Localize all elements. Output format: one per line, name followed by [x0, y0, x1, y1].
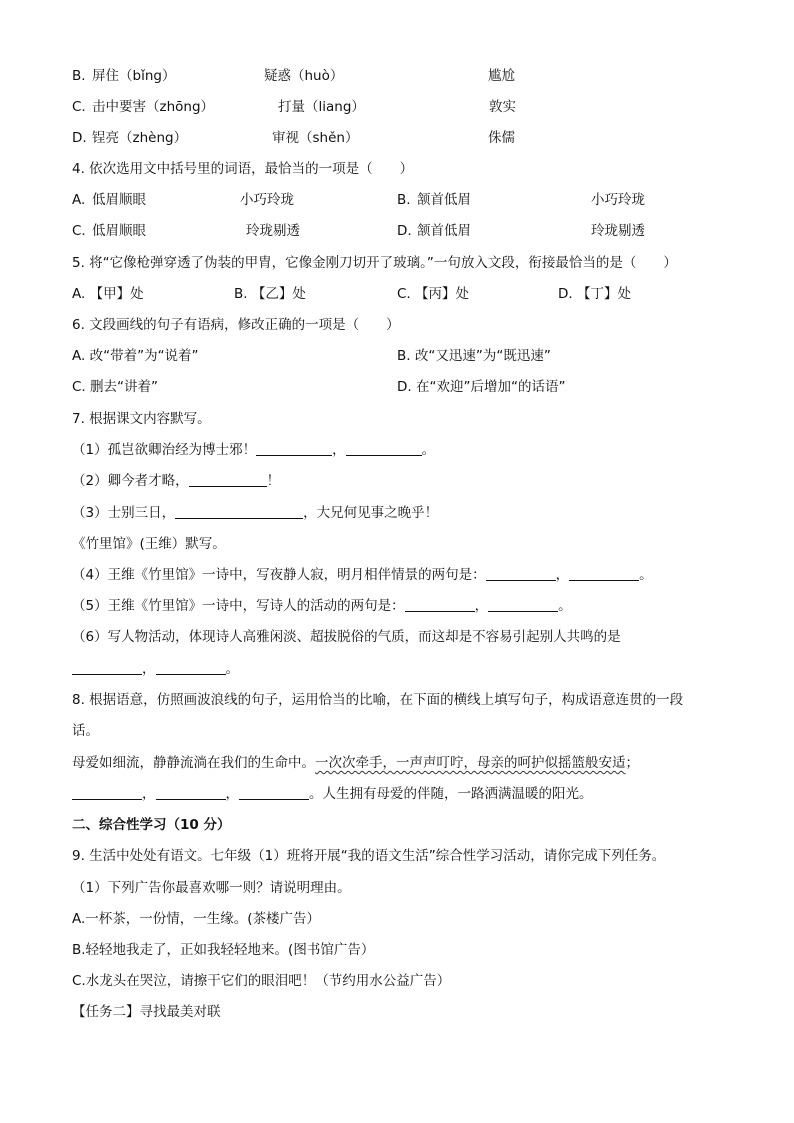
option-item-3: 尴尬	[488, 68, 515, 84]
separator: ，	[555, 567, 570, 583]
q9-subquestion-1: （1）下列广告你最喜欢哪一则？请说明理由。	[72, 880, 351, 896]
wavy-underlined-sentence: 一次次牵手，一声声叮咛，母亲的呵护似摇篮般安适	[315, 755, 626, 771]
option-c: C. 【丙】处	[397, 286, 470, 302]
option-label: C.	[72, 223, 86, 239]
item-text: （4）王维《竹里馆》一诗中，写夜静人寂，明月相伴情景的两句是：	[72, 567, 486, 583]
q8-stem-line1: 8. 根据语意，仿照画波浪线的句子，运用恰当的比喻，在下面的横线上填写句子，构成语意连贯的一段	[72, 692, 684, 708]
end-mark: 。	[639, 567, 653, 583]
item-text-end: ，大兄何见事之晚乎！	[303, 505, 439, 521]
option-item-3: 敦实	[489, 99, 516, 115]
option-item-2: 打量（liang）	[278, 99, 365, 115]
option-label: D.	[397, 223, 412, 239]
option-d: D. 【丁】处	[558, 286, 631, 302]
option-c: C. 删去“讲着”	[72, 379, 158, 395]
answer-blank[interactable]	[156, 660, 226, 675]
q7-item-5	[72, 596, 572, 616]
answer-blank[interactable]	[488, 597, 558, 612]
end-mark: ；	[625, 755, 639, 771]
q9-option-b: B.轻轻地我走了，正如我轻轻地来。(图书馆广告）	[72, 942, 375, 958]
option-word-1: 低眉顺眼	[92, 192, 146, 208]
option-a: A. 改“带着”为“说着”	[72, 348, 199, 364]
option-word-1: 颔首低眉	[417, 192, 471, 208]
q7-item-2	[72, 471, 280, 491]
option-b: B. 【乙】处	[234, 286, 306, 302]
q7-item-6-answer	[72, 659, 239, 679]
option-a: A. 【甲】处	[72, 286, 144, 302]
option-label: B.	[72, 68, 86, 84]
separator: ，	[225, 786, 239, 802]
option-d: D. 在“欢迎”后增加“的话语”	[397, 379, 566, 395]
q7-stem: 7. 根据课文内容默写。	[72, 411, 211, 427]
option-label: C.	[72, 99, 86, 115]
end-mark: ！	[266, 473, 281, 489]
q4-stem: 4. 依次选用文中括号里的词语，最恰当的一项是（ ）	[72, 161, 414, 177]
q7-item-1	[72, 440, 435, 460]
option-item-1: 击中要害（zhōng）	[92, 99, 215, 115]
answer-blank[interactable]	[256, 441, 332, 456]
q7-item-4	[72, 565, 653, 585]
option-item-1: 屏住（bǐng）	[92, 68, 176, 84]
option-label: B.	[397, 192, 411, 208]
option-item-2: 疑惑（huò）	[264, 68, 344, 84]
q7-item-6: （6）写人物活动，体现诗人高雅闲淡、超拔脱俗的气质，而这却是不容易引起别人共鸣的是	[72, 629, 621, 645]
answer-blank[interactable]	[569, 566, 639, 581]
end-mark: 。	[421, 442, 436, 458]
answer-blank[interactable]	[189, 472, 267, 487]
option-label: D.	[72, 130, 87, 146]
option-word-1: 颔首低眉	[417, 223, 471, 239]
option-word-2: 小巧玲珑	[240, 192, 294, 208]
separator: ，	[142, 661, 156, 677]
answer-blank[interactable]	[239, 785, 309, 800]
answer-blank[interactable]	[156, 785, 226, 800]
option-item-3: 侏儒	[488, 130, 515, 146]
end-mark: 。	[225, 661, 239, 677]
paragraph-text: 母爱如细流，静静流淌在我们的生命中。	[72, 755, 315, 771]
item-text: （1）孤岂欲卿治经为博士邪！	[72, 442, 257, 458]
q9-stem: 9. 生活中处处有语文。七年级（1）班将开展“我的语文生活”综合性学习活动，请你完成下列任务。	[72, 848, 666, 864]
answer-blank[interactable]	[486, 566, 556, 581]
answer-blank[interactable]	[346, 441, 422, 456]
q6-stem: 6. 文段画线的句子有语病，修改正确的一项是（ ）	[72, 317, 400, 333]
q5-stem: 5. 将“它像枪弹穿透了伪装的甲胄，它像金刚刀切开了玻璃。”一句放入文段，衔接最恰当的是（ ）	[72, 255, 677, 271]
separator: ，	[332, 442, 346, 458]
option-word-1: 低眉顺眼	[92, 223, 146, 239]
paragraph-tail: 。人生拥有母爱的伴随，一路洒满温暖的阳光。	[309, 786, 593, 802]
option-word-2: 玲珑剔透	[246, 223, 300, 239]
section-heading: 二、综合性学习（10 分）	[72, 817, 231, 833]
option-b: B. 改“又迅速”为“既迅速”	[397, 348, 551, 364]
q9-option-c: C.水龙头在哭泣，请擦干它们的眼泪吧！（节约用水公益广告）	[72, 973, 451, 989]
option-word-2: 小巧玲珑	[591, 192, 645, 208]
q9-option-a: A.一杯茶，一份情，一生缘。(茶楼广告）	[72, 911, 321, 927]
item-text: （2）卿今者才略，	[72, 473, 189, 489]
q8-answer-line	[72, 784, 593, 804]
end-mark: 。	[558, 598, 572, 614]
answer-blank[interactable]	[72, 660, 142, 675]
q7-subheading: 《竹里馆》(王维）默写。	[72, 536, 226, 552]
separator: ，	[142, 786, 156, 802]
option-item-2: 审视（shěn）	[272, 130, 359, 146]
answer-blank[interactable]	[405, 597, 475, 612]
answer-blank[interactable]	[72, 785, 142, 800]
q8-paragraph	[72, 753, 639, 773]
option-word-2: 玲珑剔透	[591, 223, 645, 239]
option-item-1: 锃亮（zhèng）	[92, 130, 188, 146]
q8-stem-line2: 话。	[72, 723, 99, 739]
option-label: A.	[72, 192, 86, 208]
q7-item-3	[72, 503, 438, 523]
item-text: （3）士别三日，	[72, 505, 176, 521]
item-text: （5）王维《竹里馆》一诗中，写诗人的活动的两句是：	[72, 598, 405, 614]
answer-blank[interactable]	[175, 504, 303, 519]
separator: ，	[474, 598, 489, 614]
q9-task-2-heading: 【任务二】寻找最美对联	[72, 1004, 221, 1020]
